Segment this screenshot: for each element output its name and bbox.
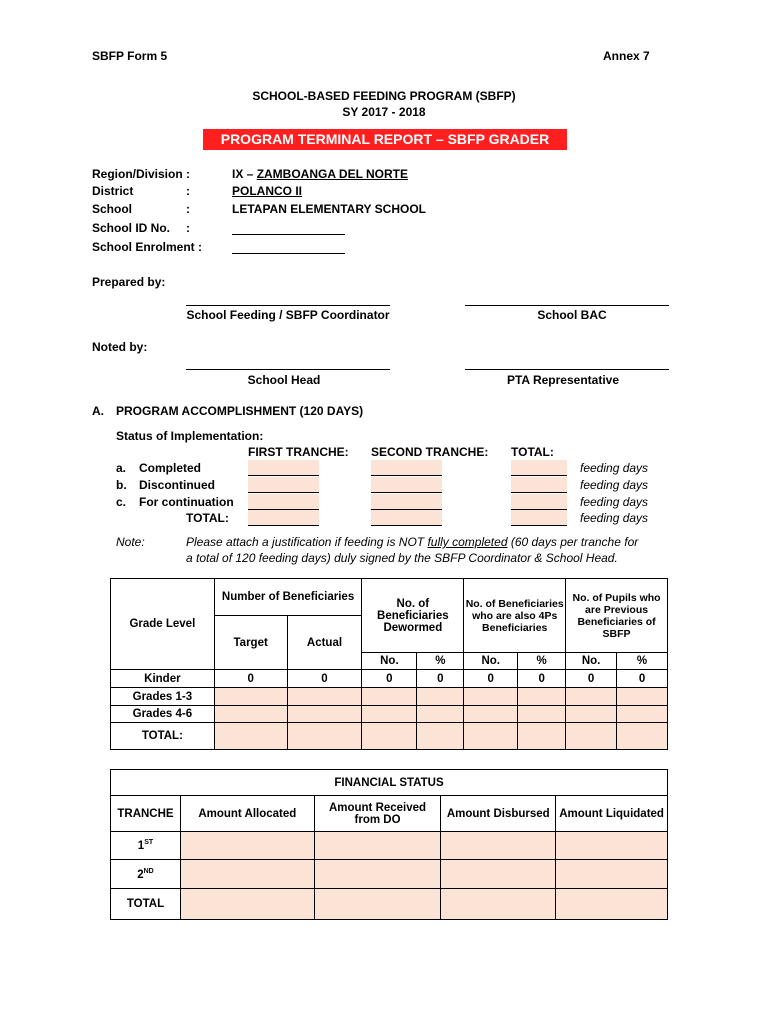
table-cell[interactable] <box>417 706 464 723</box>
table-cell[interactable] <box>518 723 566 750</box>
total-total-field[interactable] <box>511 510 567 526</box>
discontinued-total-field[interactable] <box>511 477 567 493</box>
table-cell[interactable] <box>287 723 362 750</box>
school-id-label: School ID No. <box>92 221 170 235</box>
coordinator-label: School Feeding / SBFP Coordinator <box>186 308 390 322</box>
table-cell[interactable] <box>362 723 417 750</box>
enrolment-label: School Enrolment : <box>92 240 203 254</box>
row-letter: b. <box>116 478 127 492</box>
row-letter: c. <box>116 495 127 509</box>
report-title-banner: PROGRAM TERMINAL REPORT – SBFP GRADER <box>203 129 567 150</box>
table-cell[interactable] <box>617 723 668 750</box>
region-value: IX – ZAMBOANGA DEL NORTE <box>232 167 409 181</box>
second-tranche-header: SECOND TRANCHE: <box>371 445 489 459</box>
no-header: No. <box>464 653 518 670</box>
note-line-2: a total of 120 feeding days) duly signed by the SBFP Coordinator & School Head. <box>186 551 618 565</box>
row-label-grades-1-3: Grades 1-3 <box>111 688 215 706</box>
total-header: TOTAL: <box>511 445 554 459</box>
grade-level-header: Grade Level <box>111 579 215 670</box>
row-label-kinder: Kinder <box>111 670 215 688</box>
table-cell[interactable] <box>518 706 566 723</box>
note-label: Note: <box>116 535 145 549</box>
region-label: Region/Division : <box>92 167 191 181</box>
table-cell[interactable] <box>314 832 441 860</box>
school-value: LETAPAN ELEMENTARY SCHOOL <box>232 202 427 216</box>
table-cell[interactable] <box>362 688 417 706</box>
pta-signature-line[interactable] <box>465 369 669 370</box>
dewormed-header: No. of Beneficiaries Dewormed <box>362 579 464 653</box>
no-header: No. <box>362 653 417 670</box>
total-row-label: TOTAL: <box>186 511 229 525</box>
table-cell[interactable]: 0 <box>287 670 362 688</box>
financial-title: FINANCIAL STATUS <box>111 770 668 796</box>
table-cell[interactable] <box>214 723 287 750</box>
table-cell[interactable]: 0 <box>617 670 668 688</box>
previous-header: No. of Pupils who are Previous Beneficiaries of SBFP <box>566 579 668 653</box>
row-letter: a. <box>116 461 127 475</box>
row-label-total: TOTAL: <box>111 723 215 750</box>
bac-label: School BAC <box>537 308 607 322</box>
table-cell[interactable] <box>556 832 668 860</box>
table-cell[interactable] <box>617 688 668 706</box>
head-signature-line[interactable] <box>186 369 390 370</box>
unit-label: feeding days <box>580 511 649 525</box>
program-title: SCHOOL-BASED FEEDING PROGRAM (SBFP) <box>252 89 516 103</box>
discontinued-first-field[interactable] <box>248 477 319 493</box>
financial-table <box>110 769 668 920</box>
annex-label: Annex 7 <box>603 49 650 63</box>
pta-label: PTA Representative <box>506 373 620 387</box>
table-cell[interactable] <box>180 860 314 889</box>
total-first-field[interactable] <box>248 510 319 526</box>
unit-label: feeding days <box>580 478 649 492</box>
table-cell[interactable] <box>464 688 518 706</box>
pct-header: % <box>518 653 566 670</box>
bac-signature-line[interactable] <box>465 305 669 306</box>
completed-label: Completed <box>139 461 202 475</box>
school-id-field[interactable] <box>232 234 345 235</box>
school-id-colon: : <box>186 221 190 235</box>
table-cell[interactable] <box>464 706 518 723</box>
tranche-total: TOTAL <box>111 889 181 920</box>
actual-header: Actual <box>287 616 362 670</box>
section-a-title: PROGRAM ACCOMPLISHMENT (120 DAYS) <box>116 404 364 418</box>
table-cell[interactable] <box>556 860 668 889</box>
liquidated-header: Amount Liquidated <box>556 796 668 832</box>
total-second-field[interactable] <box>371 510 442 526</box>
table-cell[interactable] <box>464 723 518 750</box>
table-cell[interactable] <box>362 706 417 723</box>
table-cell[interactable] <box>617 706 668 723</box>
school-year: SY 2017 - 2018 <box>342 105 426 119</box>
table-cell[interactable]: 0 <box>566 670 617 688</box>
continuation-total-field[interactable] <box>511 494 567 510</box>
table-cell[interactable] <box>556 889 668 920</box>
noted-by-label: Noted by: <box>92 340 148 354</box>
continuation-label: For continuation <box>139 495 234 509</box>
table-cell[interactable]: 0 <box>464 670 518 688</box>
coordinator-signature-line[interactable] <box>186 305 390 306</box>
school-colon: : <box>186 202 190 216</box>
table-cell[interactable] <box>566 688 617 706</box>
table-cell[interactable] <box>180 832 314 860</box>
table-cell[interactable]: 0 <box>362 670 417 688</box>
table-cell[interactable] <box>180 889 314 920</box>
table-cell[interactable] <box>441 860 556 889</box>
received-header: Amount Received from DO <box>314 796 441 832</box>
fourps-header: No. of Beneficiaries who are also 4Ps Beneficiaries <box>464 579 566 653</box>
table-cell[interactable] <box>314 889 441 920</box>
pct-header: % <box>417 653 464 670</box>
table-cell[interactable] <box>441 832 556 860</box>
table-cell[interactable] <box>417 688 464 706</box>
unit-label: feeding days <box>580 461 649 475</box>
tranche-header: TRANCHE <box>111 796 181 832</box>
section-a-letter: A. <box>92 404 104 418</box>
discontinued-second-field[interactable] <box>371 477 442 493</box>
continuation-first-field[interactable] <box>248 494 319 510</box>
enrolment-field[interactable] <box>232 253 345 254</box>
table-cell[interactable] <box>441 889 556 920</box>
district-label: District <box>92 184 134 198</box>
table-cell[interactable]: 0 <box>214 670 287 688</box>
continuation-second-field[interactable] <box>371 494 442 510</box>
discontinued-label: Discontinued <box>139 478 216 492</box>
table-cell[interactable]: 0 <box>417 670 464 688</box>
tranche-2nd: 2ND <box>111 860 181 889</box>
table-cell[interactable] <box>417 723 464 750</box>
num-beneficiaries-header: Number of Beneficiaries <box>214 579 362 616</box>
completed-total-field[interactable] <box>511 460 567 476</box>
status-label: Status of Implementation: <box>116 429 264 443</box>
row-label-grades-4-6: Grades 4-6 <box>111 706 215 723</box>
no-header: No. <box>566 653 617 670</box>
note-line-1: Please attach a justification if feeding is NOT fully completed (60 days per tranche for <box>186 535 639 549</box>
table-cell[interactable]: 0 <box>518 670 566 688</box>
completed-second-field[interactable] <box>371 460 442 476</box>
table-cell[interactable] <box>287 706 362 723</box>
table-cell[interactable] <box>566 706 617 723</box>
target-header: Target <box>214 616 287 670</box>
disbursed-header: Amount Disbursed <box>441 796 556 832</box>
tranche-1st: 1ST <box>111 832 181 860</box>
prepared-by-label: Prepared by: <box>92 275 166 289</box>
pct-header: % <box>617 653 668 670</box>
table-cell[interactable] <box>214 706 287 723</box>
table-cell[interactable] <box>314 860 441 889</box>
allocated-header: Amount Allocated <box>180 796 314 832</box>
unit-label: feeding days <box>580 495 649 509</box>
table-cell[interactable] <box>214 688 287 706</box>
beneficiaries-table <box>110 578 668 750</box>
first-tranche-header: FIRST TRANCHE: <box>248 445 349 459</box>
district-colon: : <box>186 184 190 198</box>
school-head-label: School Head <box>247 373 321 387</box>
table-cell[interactable] <box>287 688 362 706</box>
form-number: SBFP Form 5 <box>92 49 168 63</box>
table-cell[interactable] <box>566 723 617 750</box>
completed-first-field[interactable] <box>248 460 319 476</box>
school-label: School <box>92 202 133 216</box>
district-value: POLANCO II <box>232 184 303 198</box>
table-cell[interactable] <box>518 688 566 706</box>
